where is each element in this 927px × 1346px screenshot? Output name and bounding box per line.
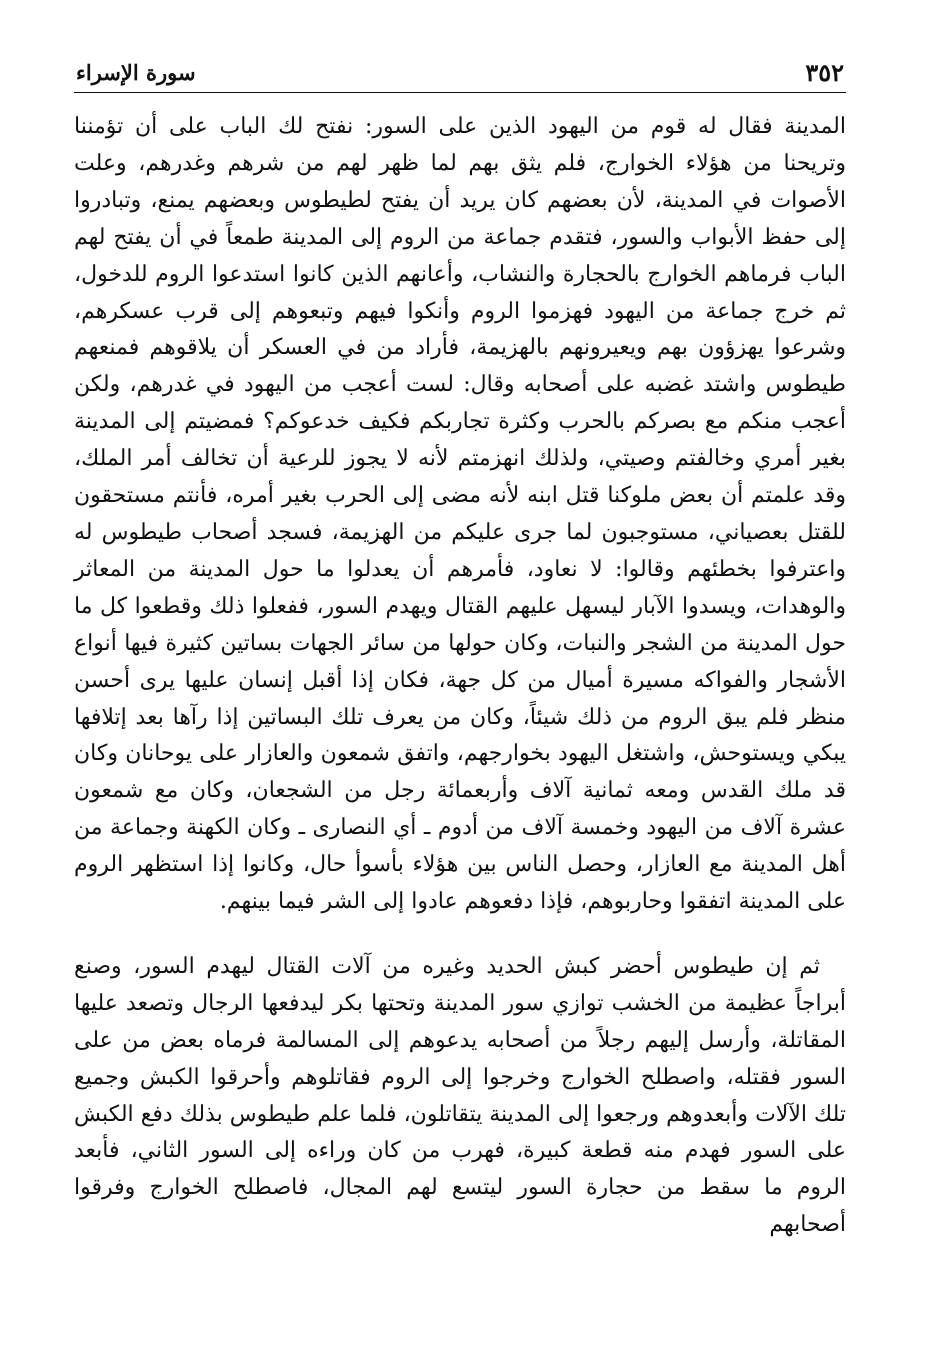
page-number: ٣٥٢ bbox=[805, 58, 844, 87]
paragraph: المدينة فقال له قوم من اليهود الذين على السور: نفتح لك الباب على أن تؤمننا وتريحنا من هؤلاء الخوارج، فلم يثق بهم لما ظهر لهم من شرهم وغدرهم، وعلت الأصوات في المدينة، لأن بعضهم كان يريد أن يفتح لطيطوس وبعضهم يمنع، وتبادروا إلى حفظ الأبواب والسور، فتقدم جماعة من الروم إلى المدينة طمعاً في أن يفتح لهم الباب فرماهم الخوارج بالحجارة والنشاب، وأعانهم الذين كانوا استدعوا الروم للدخول، ثم خرج جماعة من اليهود فهزموا الروم وأنكوا فيهم وتبعوهم إلى قرب عسكرهم، وشرعوا يهزؤون بهم ويعيرونهم بالهزيمة، فأراد من في العسكر أن يلاقوهم فمنعهم طيطوس واشتد غضبه على أصحابه وقال: لست أعجب من اليهود في غدرهم، ولكن أعجب منكم مع بصركم بالحرب وكثرة تجاربكم فكيف خدعوكم؟ فمضيتم إلى المدينة بغير أمري وخالفتم وصيتي، ولذلك انهزمتم لأنه لا يجوز للرعية أن تخالف أمر الملك، وقد علمتم أن بعض ملوكنا قتل ابنه لأنه مضى إلى الحرب بغير أمره، فأنتم مستحقون للقتل بعصياني، مستوجبون لما جرى عليكم من الهزيمة، فسجد أصحاب طيطوس له واعترفوا بخطئهم وقالوا: لا نعاود، فأمرهم أن يعدلوا ما حول المدينة من المعاثر والوهدات، ويسدوا الآبار ليسهل عليهم القتال ويهدم السور، ففعلوا ذلك وقطعوا كل ما حول المدينة من الشجر والنبات، وكان حولها من سائر الجهات بساتين كثيرة فيها أنواع الأشجار والفواكه مسيرة أميال من كل جهة، فكان إذا أقبل إنسان عليها يرى أحسن منظر فلم يبق الروم من ذلك شيئاً، وكان من يعرف تلك البساتين إذا رآها بعد إتلافها يبكي ويستوحش، واشتغل اليهود بخوارجهم، واتفق شمعون والعازار على يوحانان وكان قد ملك القدس ومعه ثمانية آلاف وأربعمائة رجل من الشجعان، وكان مع شمعون عشرة آلاف من اليهود وخمسة آلاف من أدوم ـ أي النصارى ـ وكان الكهنة وجماعة من أهل المدينة مع العازار، وحصل الناس بين هؤلاء بأسوأ حال، وكانوا إذا استظهر الروم على المدينة اتفقوا وحاربوهم، فإذا دفعوهم عادوا إلى الشر فيما بينهم. bbox=[74, 114, 846, 915]
book-page bbox=[74, 52, 846, 1332]
surah-title: سورة الإسراء bbox=[76, 60, 196, 85]
body-text bbox=[74, 109, 846, 1244]
running-header bbox=[74, 52, 846, 93]
paragraph: ثم إن طيطوس أحضر كبش الحديد وغيره من آلات القتال ليهدم السور، وصنع أبراجاً عظيمة من الخشب توازي سور المدينة وتحتها بكر ليدفعها الرجال وتصعد عليها المقاتلة، وأرسل إليهم رجلاً من أصحابه يدعوهم إلى المسالمة فرماه بعض من على السور فقتله، واصطلح الخوارج وخرجوا إلى الروم فقاتلوهم وأحرقوا الكبش وجميع تلك الآلات وأبعدوهم ورجعوا إلى المدينة يتقاتلون، فلما علم طيطوس بذلك دفع الكبش على السور فهدم منه قطعة كبيرة، فهرب من كان وراءه إلى السور الثاني، فأبعد الروم ما سقط من حجارة السور ليتسع لهم المجال، فاصطلح الخوارج وفرقوا أصحابهم bbox=[74, 953, 846, 1238]
